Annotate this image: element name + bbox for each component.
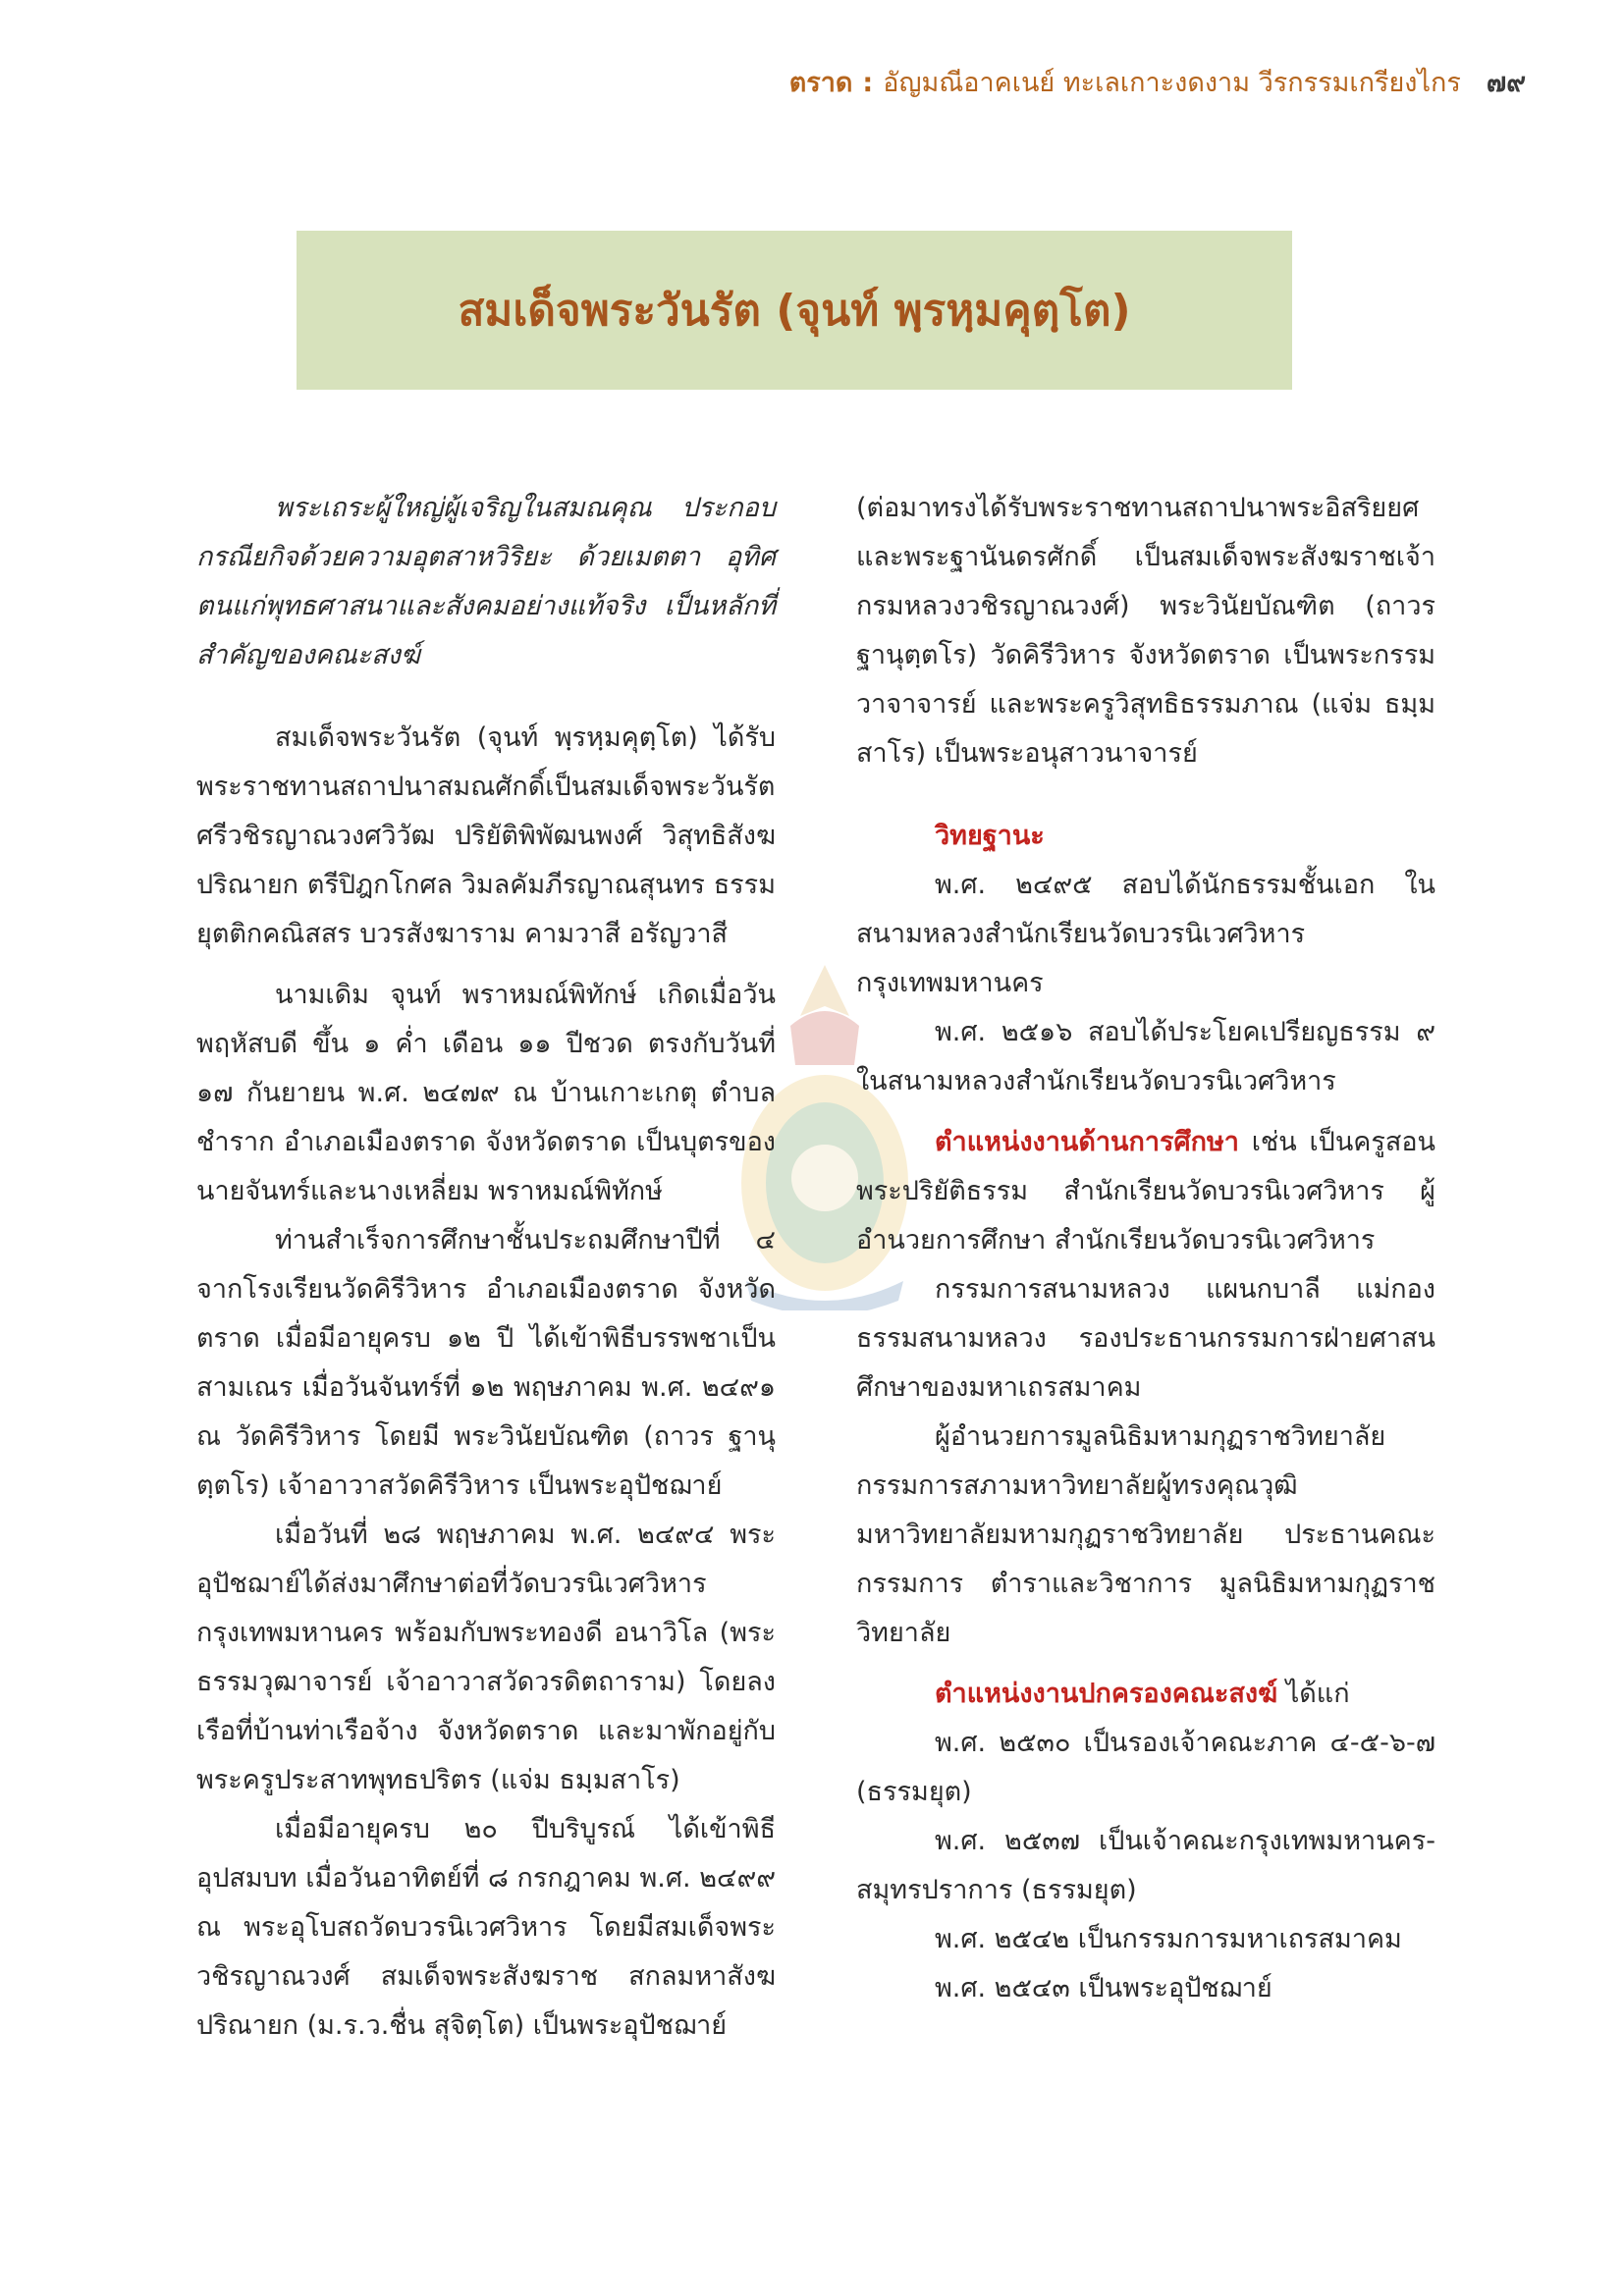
body-paragraph: เมื่อวันที่ ๒๘ พฤษภาคม พ.ศ. ๒๔๙๔ พระอุปัชฌาย์ได้ส่งมาศึกษาต่อที่วัดบวรนิเวศวิหาร กรุงเทพมหานคร พร้อมกับพระทองดี อนาวิโล (พระธรรมวุฒาจารย์ เจ้าอาวาสวัดวรดิตถาราม) โดยลงเรือที่บ้านท่าเรือจ้าง จังหวัดตราด และมาพักอยู่กับพระครูประสาทพุทธปริตร (แจ่ม ธมฺมสาโร) bbox=[196, 1520, 776, 1795]
admin-heading: ตำแหน่งงานปกครองคณะสงฆ์ bbox=[935, 1679, 1278, 1709]
running-header bbox=[789, 61, 1526, 103]
education-item: พ.ศ. ๒๕๑๖ สอบได้ประโยคเปรียญธรรม ๙ ในสนามหลวงสำนักเรียนวัดบวรนิเวศวิหาร bbox=[856, 1017, 1435, 1096]
admin-paragraph bbox=[856, 1670, 1435, 1719]
edu-position-paragraph bbox=[856, 1118, 1435, 1265]
body-paragraph: นามเดิม จุนท์ พราหมณ์พิทักษ์ เกิดเมื่อวันพฤหัสบดี ขึ้น ๑ ค่ำ เดือน ๑๑ ปีชวด ตรงกับวันที่ ๑๗ กันยายน พ.ศ. ๒๔๗๙ ณ บ้านเกาะเกตุ ตำบลชำราก อำเภอเมืองตราด จังหวัดตราด เป็นบุตรของนายจันทร์และนางเหลี่ยม พราหมณ์พิทักษ์ bbox=[196, 980, 776, 1206]
edu-position-heading: ตำแหน่งงานด้านการศึกษา bbox=[935, 1127, 1239, 1157]
edu-position-item: กรรมการสนามหลวง แผนกบาลี แม่กองธรรมสนามหลวง รองประธานกรรมการฝ่ายศาสนศึกษาของมหาเถรสมาคม bbox=[856, 1274, 1435, 1403]
admin-item: พ.ศ. ๒๕๓๗ เป็นเจ้าคณะกรุงเทพมหานคร-สมุทรปราการ (ธรรมยุต) bbox=[856, 1826, 1435, 1905]
header-tagline: อัญมณีอาคเนย์ ทะเลเกาะงดงาม วีรกรรมเกรียงไกร bbox=[883, 68, 1461, 98]
continuation-paragraph: (ต่อมาทรงได้รับพระราชทานสถาปนาพระอิสริยยศและพระฐานันดรศักดิ์ เป็นสมเด็จพระสังฆราชเจ้า กรมหลวงวชิรญาณวงศ์) พระวินัยบัณฑิต (ถาวร ฐานุตฺตโร) วัดคิรีวิหาร จังหวัดตราด เป็นพระกรรมวาจาจารย์ และพระครูวิสุทธิธรรมภาณ (แจ่ม ธมฺมสาโร) เป็นพระอนุสาวนาจารย์ bbox=[856, 493, 1435, 769]
left-column bbox=[196, 484, 776, 2051]
header-separator: : bbox=[862, 68, 874, 98]
education-item: พ.ศ. ๒๔๙๕ สอบได้นักธรรมชั้นเอก ในสนามหลวงสำนักเรียนวัดบวรนิเวศวิหาร กรุงเทพมหานคร bbox=[856, 870, 1435, 998]
header-province: ตราด bbox=[788, 68, 853, 98]
body-paragraph: เมื่อมีอายุครบ ๒๐ ปีบริบูรณ์ ได้เข้าพิธีอุปสมบท เมื่อวันอาทิตย์ที่ ๘ กรกฎาคม พ.ศ. ๒๔๙๙ ณ พระอุโบสถวัดบวรนิเวศวิหาร โดยมีสมเด็จพระวชิรญาณวงศ์ สมเด็จพระสังฆราช สกลมหาสังฆปริณายก (ม.ร.ว.ชื่น สุจิตฺโต) เป็นพระอุปัชฌาย์ bbox=[196, 1814, 776, 2041]
admin-item: พ.ศ. ๒๕๔๒ เป็นกรรมการมหาเถรสมาคม bbox=[935, 1924, 1402, 1954]
page-title: สมเด็จพระวันรัต (จุนท์ พฺรหฺมคุตฺโต) bbox=[458, 286, 1131, 336]
admin-heading-text: ได้แก่ bbox=[1277, 1679, 1350, 1709]
intro-paragraph: พระเถระผู้ใหญ่ผู้เจริญในสมณคุณ ประกอบกรณียกิจด้วยความอุตสาหวิริยะ ด้วยเมตตา อุทิศตนแก่พุทธศาสนาและสังคมอย่างแท้จริง เป็นหลักที่สำคัญของคณะสงฆ์ bbox=[196, 493, 776, 670]
title-banner bbox=[297, 231, 1292, 390]
edu-position-text: เช่น เป็นครูสอนพระปริยัติธรรม สำนักเรียนวัดบวรนิเวศวิหาร ผู้อำนวยการศึกษา สำนักเรียนวัดบวรนิเวศวิหาร bbox=[856, 1127, 1435, 1255]
education-heading: วิทยฐานะ bbox=[935, 821, 1045, 851]
right-column bbox=[856, 484, 1435, 2013]
admin-item: พ.ศ. ๒๕๓๐ เป็นรองเจ้าคณะภาค ๔-๕-๖-๗ (ธรรมยุต) bbox=[856, 1728, 1435, 1807]
body-paragraph: ท่านสำเร็จการศึกษาชั้นประถมศึกษาปีที่ ๔ จากโรงเรียนวัดคิรีวิหาร อำเภอเมืองตราด จังหวัดตราด เมื่อมีอายุครบ ๑๒ ปี ได้เข้าพิธีบรรพชาเป็นสามเณร เมื่อวันจันทร์ที่ ๑๒ พฤษภาคม พ.ศ. ๒๔๙๑ ณ วัดคิรีวิหาร โดยมี พระวินัยบัณฑิต (ถาวร ฐานุตฺตโร) เจ้าอาวาสวัดคิรีวิหาร เป็นพระอุปัชฌาย์ bbox=[196, 1225, 776, 1501]
body-paragraph: สมเด็จพระวันรัต (จุนท์ พฺรหฺมคุตฺโต) ได้รับพระราชทานสถาปนาสมณศักดิ์เป็นสมเด็จพระวันรัต ศรีวชิรญาณวงศวิวัฒ ปริยัติพิพัฒนพงศ์ วิสุทธิสังฆปริณายก ตรีปิฎกโกศล วิมลคัมภีรญาณสุนทร ธรรมยุตติกคณิสสร บวรสังฆาราม คามวาสี อรัญวาสี bbox=[196, 722, 776, 949]
admin-item: พ.ศ. ๒๕๔๓ เป็นพระอุปัชฌาย์ bbox=[935, 1973, 1272, 2003]
edu-position-item: ผู้อำนวยการมูลนิธิมหามกุฏราชวิทยาลัย กรรมการสภามหาวิทยาลัยผู้ทรงคุณวุฒิ มหาวิทยาลัยมหามกุฏราชวิทยาลัย ประธานคณะกรรมการ ตำราและวิชาการ มูลนิธิมหามกุฏราชวิทยาลัย bbox=[856, 1421, 1435, 1648]
page-number: ๗๙ bbox=[1486, 68, 1526, 98]
